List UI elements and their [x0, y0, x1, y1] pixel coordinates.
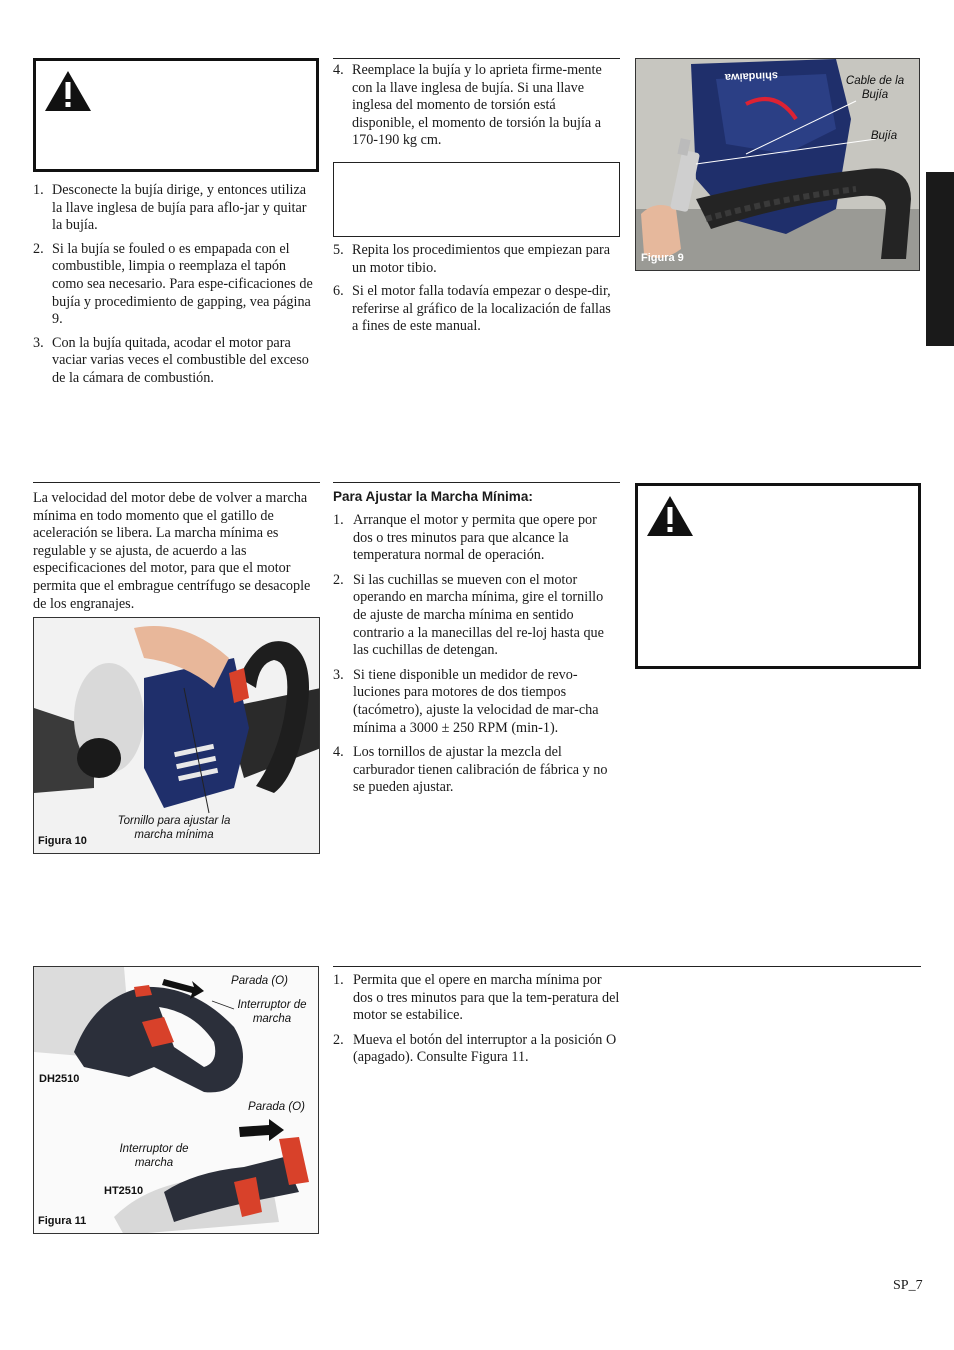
- list-item: [333, 283, 620, 336]
- step-number: 1.: [333, 972, 344, 988]
- brand-logo-text: shindaiwa: [724, 69, 779, 84]
- section-side-tab: [926, 172, 954, 346]
- warning-triangle-icon: [43, 69, 93, 113]
- step-number: 6.: [333, 283, 344, 300]
- figure-11-switch-top: Interruptor de marcha: [237, 999, 307, 1025]
- step-number: 2.: [33, 240, 44, 257]
- list-item: [333, 1032, 623, 1067]
- spark-plug-steps-mid-b: [333, 242, 620, 342]
- idle-adjust-heading: Para Ajustar la Marcha Mínima:: [333, 489, 533, 504]
- figure-11-switch-bottom: Interruptor de marcha: [119, 1143, 189, 1169]
- figure-10-caption: Tornillo para ajustar la marcha mínima: [117, 815, 231, 841]
- page-number: SP_7: [893, 1278, 923, 1293]
- step-number: 3.: [33, 334, 44, 351]
- step-number: 2.: [333, 1031, 344, 1048]
- figure-9-label: Figura 9: [641, 252, 684, 264]
- spark-plug-steps-mid-a: [333, 62, 620, 156]
- step-text: Repita los procedimientos que empiezan para un motor tibio.: [352, 242, 611, 276]
- figure-11-model-bottom: HT2510: [104, 1185, 144, 1197]
- list-item: [333, 667, 620, 737]
- list-item: [333, 572, 620, 660]
- figure-11-model-top: DH2510: [39, 1073, 80, 1085]
- list-item: [33, 182, 319, 235]
- figure-11-label: Figura 11: [38, 1215, 87, 1227]
- step-number: 1.: [33, 182, 44, 198]
- top-rule-mid: [333, 58, 620, 59]
- list-item: [333, 242, 620, 277]
- step-number: 3.: [333, 666, 344, 683]
- warning-box-mid: [635, 483, 921, 669]
- step-text: Si las cuchillas se mueven con el motor operando en marcha mínima, gire el tornillo de ajuste de marcha mínima en sentido contrario a la manecillas del re-loj hasta que las cuchillas de detengan.: [353, 571, 604, 659]
- figure-11-photo: [33, 966, 319, 1234]
- step-number: 4.: [333, 62, 344, 78]
- bottom-rule: [333, 966, 921, 967]
- idle-intro-paragraph: La velocidad del motor debe de volver a marcha mínima en todo momento que el gatillo de aceleración se libera. La marcha mínima es regulable y se ajusta, de acuerdo a las especificaciones del motor, para que el motor permita que el embrague centrífugo se desacople de los engranajes.: [33, 490, 311, 612]
- step-text: Desconecte la bujía dirige, y entonces utiliza la llave inglesa de bujía para aflo-jar y quitar la bujía.: [52, 182, 307, 234]
- step-text: Los tornillos de ajustar la mezcla del carburador tienen calibración de fábrica y no se pueden ajustar.: [353, 744, 608, 796]
- step-number: 1.: [333, 512, 344, 528]
- idle-adjust-steps: [333, 512, 620, 804]
- warning-box-top: [33, 58, 319, 172]
- step-number: 2.: [333, 571, 344, 588]
- mid-rule-left: [33, 482, 320, 483]
- list-item: [333, 744, 620, 797]
- step-text: Arranque el motor y permita que opere por dos o tres minutos para que alcance la temperatura normal de operación.: [353, 512, 597, 564]
- figure-10-label: Figura 10: [38, 835, 87, 847]
- step-number: 4.: [333, 744, 344, 761]
- step-text: Si el motor falla todavía empezar o despe-dir, referirse al gráfico de la localización de fallas a fines de este manual.: [352, 283, 611, 335]
- stop-engine-steps: [333, 972, 623, 1074]
- list-item: [333, 972, 623, 1025]
- figure-9-callout-plug: Bujía: [870, 130, 898, 142]
- figure-10-photo: [33, 617, 320, 854]
- step-text: Permita que el opere en marcha mínima por dos o tres minutos para que la tem-peratura del motor se estabilice.: [353, 972, 620, 1024]
- step-text: Si la bujía se fouled o es empapada con el combustible, limpia o reemplaza el tapón como sea necesario. Para espe-cificaciones de bujía y procedimiento de gapping, vea página 9.: [52, 240, 313, 328]
- step-text: Con la bujía quitada, acodar el motor para vaciar varias veces el combustible del exceso de la cámara de combustión.: [52, 334, 309, 386]
- figure-11-stop-top: Parada (O): [231, 975, 288, 987]
- list-item: [33, 335, 319, 388]
- warning-triangle-icon: [645, 494, 695, 538]
- step-text: Reemplace la bujía y lo aprieta firme-mente con la llave inglesa de bujía. Si una llave inglesa del momento de torsión está disponible, el momento de torsión la bujía a 170-190 kg cm.: [352, 62, 602, 149]
- step-text: Si tiene disponible un medidor de revo-luciones para motores de dos tiempos (tacómetro), ajuste la velocidad de mar-cha mínima a 3000 ± 250 RPM (min-1).: [353, 666, 599, 736]
- step-number: 5.: [333, 242, 344, 258]
- figure-9-callout-cable: Cable de la Bujía: [845, 75, 905, 101]
- list-item: [333, 512, 620, 565]
- figure-9-photo: [635, 58, 920, 271]
- spark-plug-steps-left: [33, 182, 319, 394]
- step-text: Mueva el botón del interruptor a la posición O (apagado). Consulte Figura 11.: [353, 1031, 617, 1066]
- figure-11-stop-bottom: Parada (O): [248, 1101, 305, 1113]
- list-item: [333, 62, 620, 150]
- list-item: [33, 241, 319, 329]
- note-box: [333, 162, 620, 237]
- mid-rule-center: [333, 482, 620, 483]
